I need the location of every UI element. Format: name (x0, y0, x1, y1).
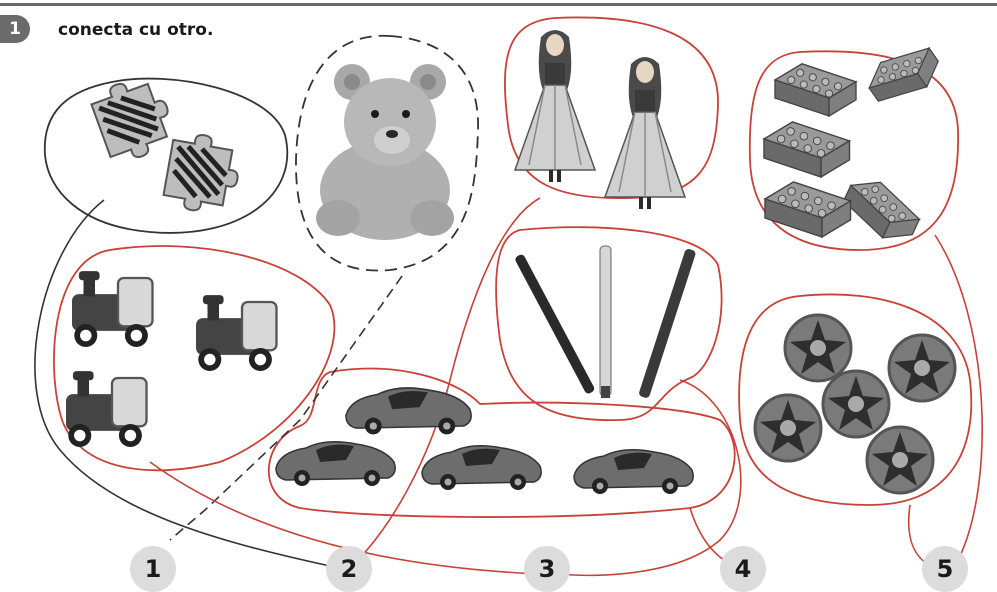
teddy-bear-icon (316, 64, 454, 240)
answer-number-2[interactable]: 2 (326, 546, 372, 592)
marker-pen-icon (514, 246, 696, 399)
puzzle-piece-icon (88, 71, 244, 217)
toy-brick-icon (764, 35, 947, 249)
instruction-text: conecta cu otro. (58, 20, 214, 40)
answer-number-4[interactable]: 4 (720, 546, 766, 592)
puzzle-group-outline (45, 79, 288, 233)
toy-train-icon (66, 271, 277, 447)
exercise-number-badge: 1 (0, 15, 30, 43)
ball-icon (755, 315, 955, 493)
answer-number-1[interactable]: 1 (130, 546, 176, 592)
answer-number-3[interactable]: 3 (524, 546, 570, 592)
answer-number-5[interactable]: 5 (922, 546, 968, 592)
